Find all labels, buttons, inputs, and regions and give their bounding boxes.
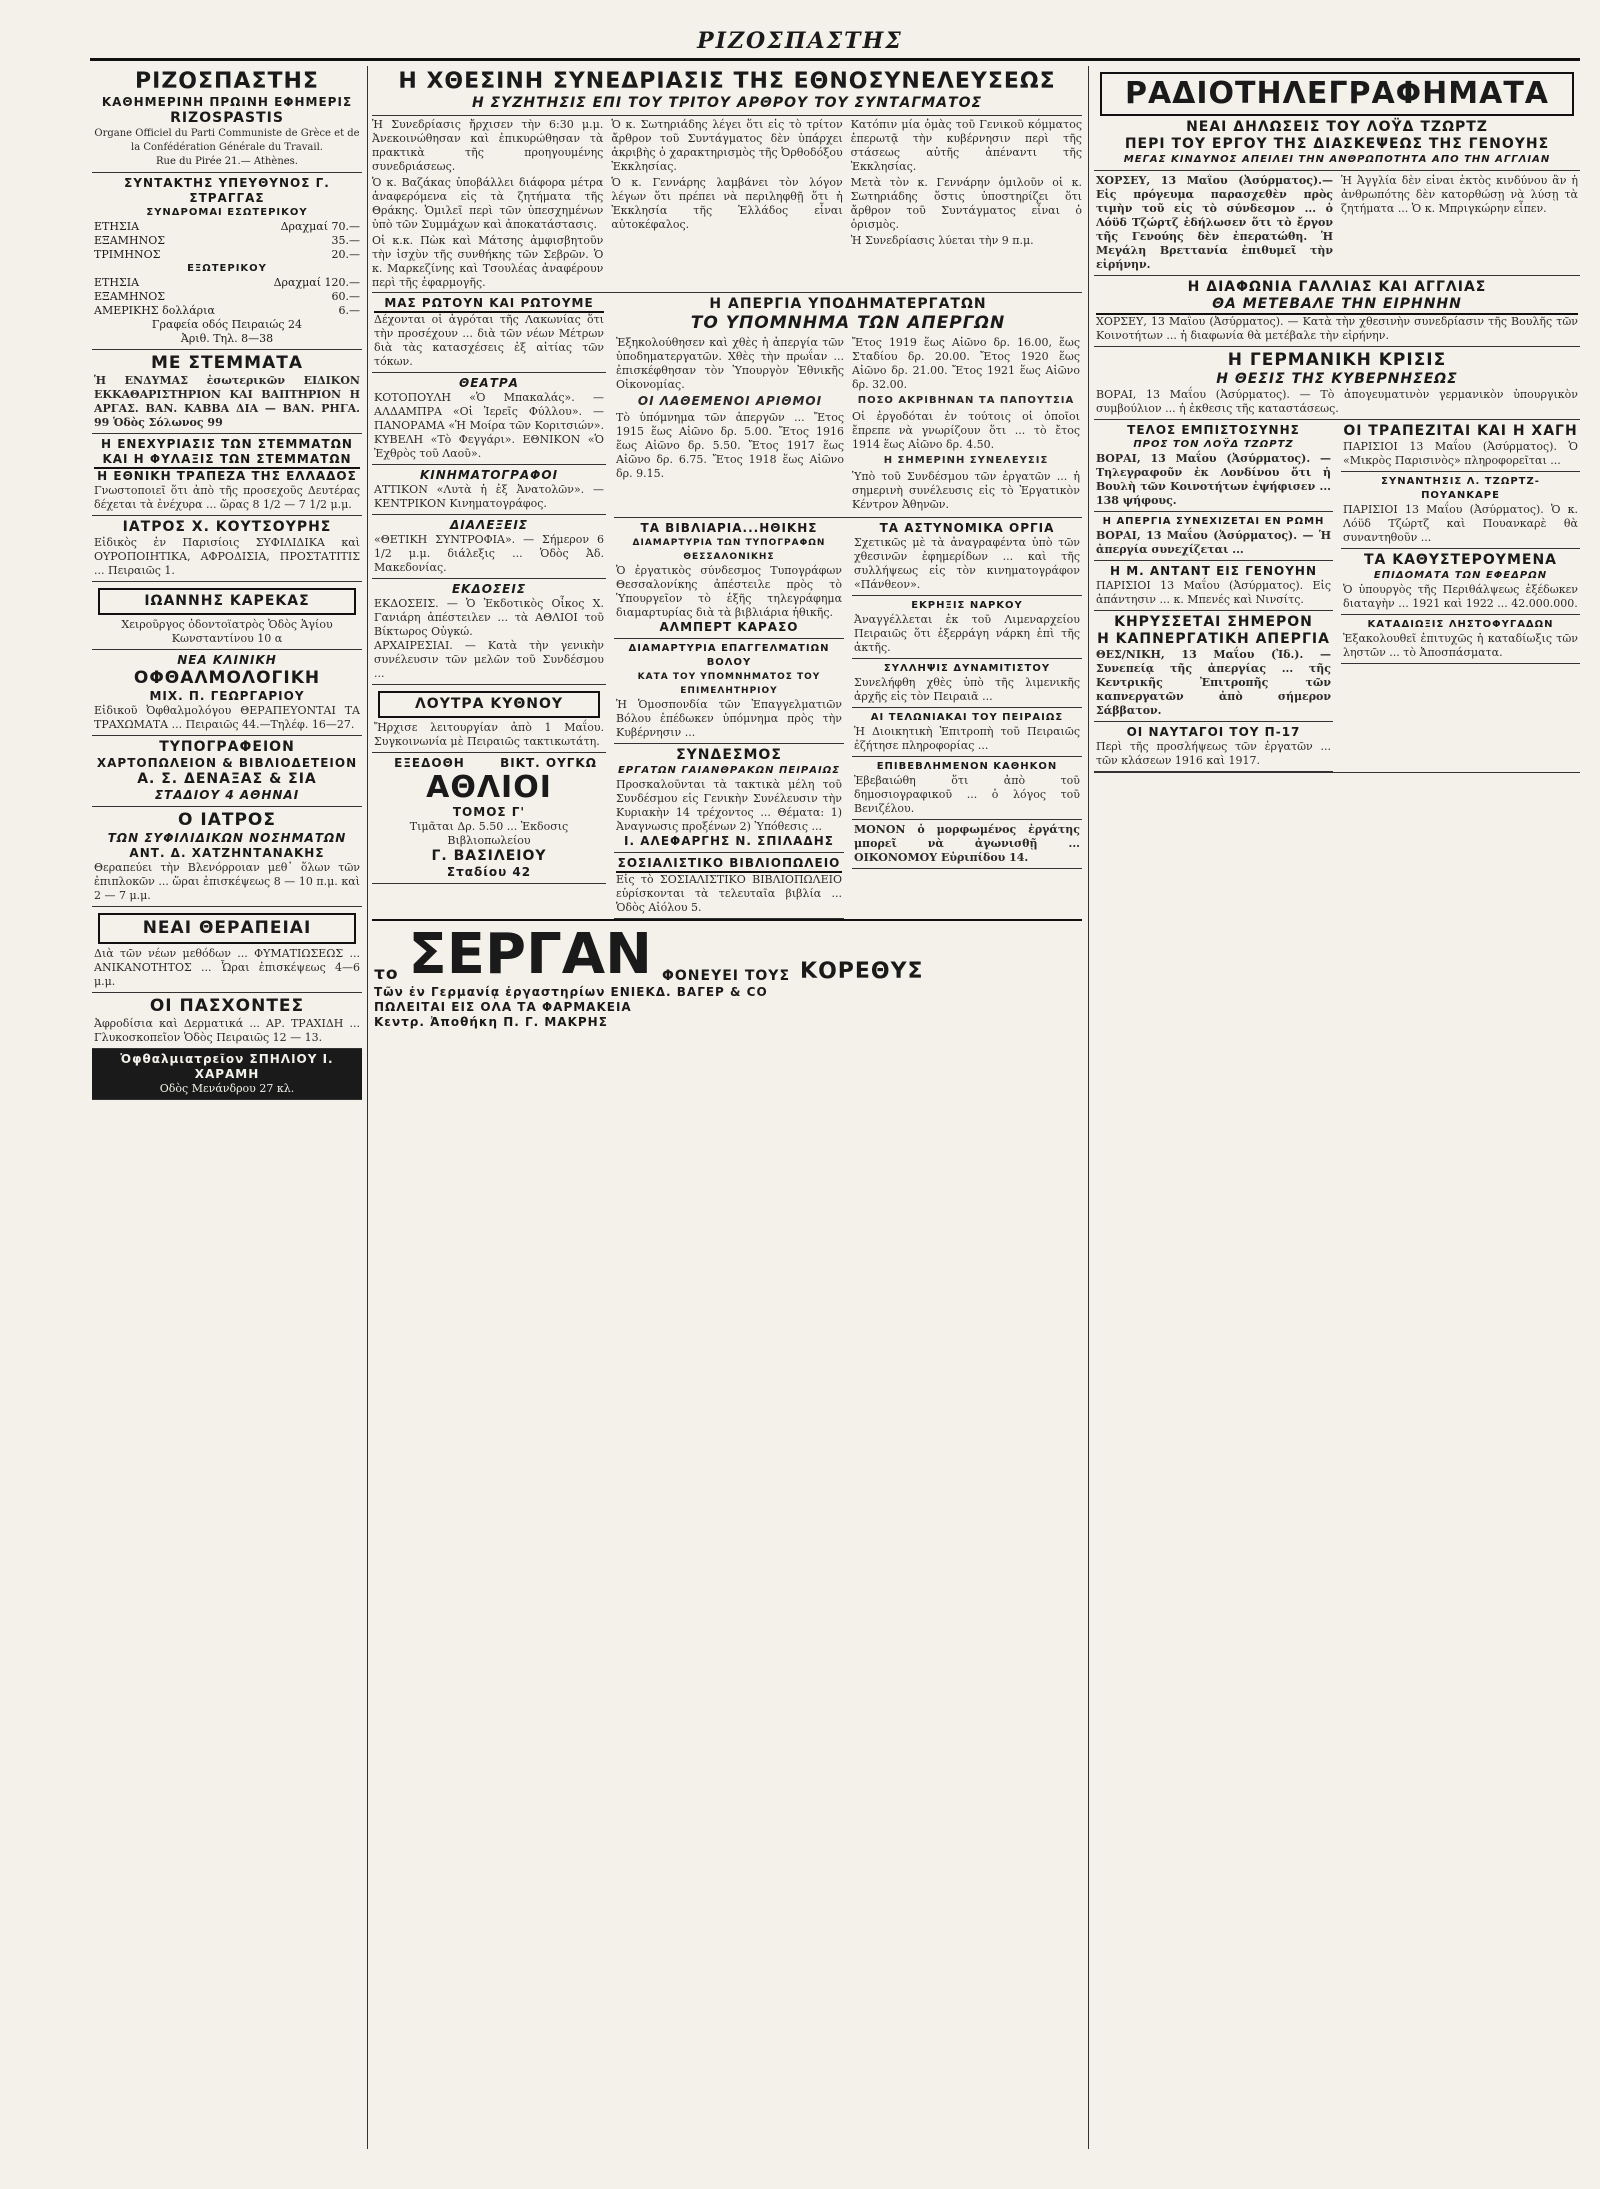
article-headline: ΣΥΝΑΝΤΗΣΙΣ Λ. ΤΖΩΡΤΖ-ΠΟΥΑΝΚΑΡΕ	[1381, 476, 1540, 501]
ad-kythnos-baths	[372, 685, 606, 753]
paragraph: Ὁ κ. Βαζάκας ὑποβάλλει διάφορα μέτρα ἀναφερόμενα εἰς τὰ ζητήματα τῆς Θράκης. Ὁμιλεῖ περὶ τῶν ὑπεσχημένων ὑπὸ τῶν Συμμάχων καὶ ἀποκατάστασις.	[372, 176, 604, 231]
duty-article	[852, 757, 1082, 820]
article-headline: ΟΙ ΤΡΑΠΕΖΙΤΑΙ ΚΑΙ Η ΧΑΓΗ	[1343, 423, 1578, 439]
subscriptions	[92, 173, 362, 350]
ad-address: Σταδίου 42	[446, 865, 532, 879]
notice-title: ΣΥΝΔΕΣΜΟΣ	[676, 747, 782, 763]
paragraph: Ἔτος 1919 ἕως Αἰῶνο δρ. 16.00, ἕως Σταδίου δρ. 20.00. Ἔτος 1920 ἕως Αἰῶνο δρ. 21.00. Ἔτος 1921 ἕως Αἰῶνο δρ. 32.00.	[852, 336, 1080, 391]
article-body: Ἡ Ὁμοσπονδία τῶν Ἐπαγγελματιῶν Βόλου ἐπέδωκεν ὑπόμνημα πρὸς τὴν Κυβέρνησιν ...	[616, 698, 842, 739]
nameplate	[92, 66, 362, 173]
article-headline: ΤΕΛΟΣ ΕΜΠΙΣΤΟΣΥΝΗΣ	[1127, 423, 1300, 437]
german-crisis-article	[1094, 347, 1580, 420]
ad-title: ΣΟΣΙΑΛΙΣΤΙΚΟ ΒΙΒΛΙΟΠΩΛΕΙΟ	[616, 856, 842, 873]
column-rule	[1088, 66, 1089, 2149]
paragraph: Ἡ Συνεδρίασις ἤρχισεν τὴν 6:30 μ.μ. Ἀνεκοινώθησαν καὶ ἐπικυρώθησαν τὰ πρακτικὰ τῆς προηγουμένης συνεδριάσεως.	[372, 118, 604, 173]
section-heading: Η ΣΗΜΕΡΙΝΗ ΣΥΝΕΛΕΥΣΙΣ	[883, 455, 1049, 466]
ad-slogan: ΦΟΝΕΥΕΙ ΤΟΥΣ	[661, 968, 791, 984]
radiotelegrams-header	[1094, 66, 1580, 171]
article-subheadline: ΚΑΤΑ ΤΟΥ ΥΠΟΜΝΗΜΑΤΟΣ ΤΟΥ ΕΠΙΜΕΛΗΤΗΡΙΟΥ	[637, 672, 821, 696]
notice-subtitle: ΕΡΓΑΤΩΝ ΓΑΙΑΝΘΡΑΚΩΝ ΠΕΙΡΑΙΩΣ	[617, 765, 841, 776]
nameplate-latin: RIZOSPASTIS	[170, 110, 284, 126]
article-subheadline: ΜΕΓΑΣ ΚΙΝΔΥΝΟΣ ΑΠΕΙΛΕΙ ΤΗΝ ΑΝΘΡΩΠΟΤΗΤΑ ΑΠΟ ΤΗΝ ΑΓΓΛΙΑΝ	[1123, 154, 1551, 165]
paragraph: Οἱ ἐργοδόται ἐν τούτοις οἱ ὁποῖοι ἔπρεπε νὰ γνωρίζουν ὅτι ... τὸ ἔτος 1914 ἕως Αἰῶνο δρ. 4.50.	[852, 410, 1080, 451]
booklets-article	[614, 518, 844, 639]
article-body: Ὁ ἐργατικὸς σύνδεσμος Τυπογράφων Θεσσαλονίκης ἀπέστειλε πρὸς τὸ Ὑπουργεῖον τὸ ἑξῆς τηλεγράφημα διαμαρτυρίας διὰ τὰ βιβλιάρια ἠθικῆς.	[616, 564, 842, 619]
article-body: ΠΑΡΙΣΙΟΙ 13 Μαΐου (Ἀσύρματος). Ὁ κ. Λόϋδ Τζώρτζ καὶ Πουανκαρὲ θὰ συναντηθοῦν ...	[1343, 503, 1578, 544]
article-headline: Η ΚΑΠΝΕΡΓΑΤΙΚΗ ΑΠΕΡΓΙΑ	[1097, 631, 1330, 647]
ad-title: ΟΦΘΑΛΜΟΛΟΓΙΚΗ	[133, 668, 321, 688]
rate-value: 20.—	[331, 248, 360, 261]
ad-volume: ΤΟΜΟΣ Γ'	[452, 805, 526, 819]
section-heading: ΘΕΑΤΡΑ	[459, 376, 519, 390]
ad-body: Εἰς τὸ ΣΟΣΙΑΛΙΣΤΙΚΟ ΒΙΒΛΙΟΠΩΛΕΙΟ εὑρίσκονται τὰ τελευταῖα βιβλία ... Ὁδὸς Αἰόλου 5.	[616, 873, 842, 914]
section-body: ΑΤΤΙΚΟΝ «Λυτὰ ἡ ἐξ Ἀνατολῶν». — ΚΕΝΤΡΙΚΟΝ Κινηματογράφος.	[374, 483, 604, 510]
article-headline: Η ΓΕΡΜΑΝΙΚΗ ΚΡΙΣΙΣ	[1227, 350, 1447, 370]
paragraph: Τὸ ὑπόμνημα τῶν ἀπεργῶν ... Ἔτος 1915 ἕως Αἰῶνο δρ. 5.00. Ἔτος 1916 ἕως Αἰῶνο δρ. 5.50. Ἔτος 1917 ἕως Αἰῶνο δρ. 6.75. Ἔτος 1918 ἕως Αἰῶνο δρ. 9.15.	[616, 411, 844, 480]
article-headline: Η Μ. ΑΝΤΑΝΤ ΕΙΣ ΓΕΝΟΥΗΝ	[1109, 564, 1317, 578]
ad-title: ΤΥΠΟΓΡΑΦΕΙΟΝ	[159, 739, 295, 755]
ad-title: ΙΩΑΝΝΗΣ ΚΑΡΕΚΑΣ	[98, 588, 356, 615]
overdue-allowances	[1341, 549, 1580, 615]
article-body: Δέχονται οἱ ἀγρόται τῆς Λακωνίας ὅτι τὴν προσέχουν ... διὰ τῶν νέων Μέτρων διὰ τὰς κατασχέσεις ἐξ αἰτίας τῶν τόκων.	[374, 313, 604, 368]
right-column	[1094, 66, 1580, 2149]
rate-label: ΕΤΗΣΙΑ	[94, 220, 140, 233]
notice-signature: Ι. ΑΛΕΦΑΡΓΗΣ Ν. ΣΠΙΛΑΔΗΣ	[624, 834, 834, 848]
ad-stemmata	[92, 350, 362, 434]
ad-title: Ὀφθαλμιατρεῖον ΣΠΗΛΙΟΥ Ι. ΧΑΡΑΜΗ	[120, 1052, 334, 1081]
ad-sergan	[372, 919, 1082, 1034]
ad-body: Διὰ τῶν νέων μεθόδων ... ΦΥΜΑΤΙΩΣΕΩΣ ... ΑΝΙΚΑΝΟΤΗΤΟΣ ... Ὧραι ἐπισκέψεως 4—6 μ.μ.	[94, 947, 360, 988]
lead-article-header	[372, 66, 1082, 116]
theatres	[372, 373, 606, 465]
article-body: Ὁ ὑπουργὸς τῆς Περιθάλψεως ἐξέδωκεν διαταγὴν ... 1921 καὶ 1922 ... 42.000.000.	[1343, 583, 1578, 610]
ad-ophthalmic-clinic	[92, 1049, 362, 1100]
lloyd-george-article	[1094, 171, 1580, 276]
lead-headline: Η ΧΘΕΣΙΝΗ ΣΥΝΕΔΡΙΑΣΙΣ ΤΗΣ ΕΘΝΟΣΥΝΕΛΕΥΣΕΩΣ	[398, 69, 1056, 94]
confidence-vote	[1094, 420, 1333, 512]
section-body: ΕΚΔΟΣΕΙΣ. — Ὁ Ἐκδοτικὸς Οἶκος Χ. Γανιάρη ἀπέστειλεν ... τὰ ΑΘΛΙΟΙ τοῦ Βίκτωρος Οὐγκώ.	[374, 597, 604, 638]
article-body: ΒΟΡΑΙ, 13 Μαΐου (Ἀσύρματος). — Ἡ ἀπεργία συνεχίζεται ...	[1096, 529, 1331, 556]
article-body: Συνελήφθη χθὲς ὑπὸ τῆς λιμενικῆς ἀρχῆς εἰς τὸν Πειραιᾶ ...	[854, 676, 1080, 703]
cinemas	[372, 465, 606, 515]
rate-value: 60.—	[331, 290, 360, 303]
section-body: ΑΡΧΑΙΡΕΣΙΑΙ. — Κατὰ τὴν γενικὴν συνέλευσιν τῶν μελῶν τοῦ Συνδέσμου ...	[374, 639, 604, 680]
ad-title: ΜΕ ΣΤΕΜΜΑΤΑ	[150, 353, 303, 373]
center-subcolumn-left	[372, 293, 606, 919]
meeting-article	[1341, 472, 1580, 549]
rate-value: Δραχμαί 120.—	[273, 276, 360, 289]
union-notice	[614, 744, 844, 853]
article-body: Ἐξακολουθεῖ ἐπιτυχῶς ἡ καταδίωξις τῶν ληστῶν ... τὸ Ἀποσπάσματα.	[1343, 632, 1578, 659]
france-england-article	[1094, 276, 1580, 347]
ad-body: Ἀφροδίσια καὶ Δερματικά ... ΑΡ. ΤΡΑΧΙΔΗ ... Γλυκοσκοπεῖον Ὁδὸς Πειραιῶς 12 — 13.	[94, 1017, 360, 1044]
article-body: Ἡ Διοικητικὴ Ἐπιτροπὴ τοῦ Πειραιῶς ἐζήτησε πληροφορίας ...	[854, 725, 1080, 752]
article-headline: ΤΑ ΒΙΒΛΙΑΡΙΑ...ΗΘΙΚΗΣ	[640, 521, 818, 535]
center-subcolumn-middle	[614, 293, 1082, 919]
ad-body: Εἰδικοῦ Ὀφθαλμολόγου ΘΕΡΑΠΕΥΟΝΤΑΙ ΤΑ ΤΡΑΧΩΜΑΤΑ ... Πειραιῶς 44.—Τηλέφ. 16—27.	[94, 704, 360, 731]
ad-body: Οδὸς Μενάνδρου 27 κλ.	[159, 1082, 295, 1095]
paragraph: Μετὰ τὸν κ. Γεννάρην ὁμιλοῦν οἱ κ. Σωτηριάδης ὅστις ὑποστηρίζει ὅτι ἄρθρον τοῦ Συντάγματος εἶναι ὁ ὁρισμὸς.	[850, 176, 1082, 231]
paragraph: Κατόπιν μία ὀμὰς τοῦ Γενικοῦ κόμματος ἐπερωτᾷ τὴν κυβέρνησιν περὶ τῆς στάσεως αὐτῆς ἀπέναντι τῆς Ἐκκλησίας.	[850, 118, 1082, 173]
ad-publisher: Γ. ΒΑΣΙΛΕΙΟΥ	[431, 848, 547, 864]
ad-title: Η ΕΘΝΙΚΗ ΤΡΑΠΕΖΑ ΤΗΣ ΕΛΛΑΔΟΣ	[97, 469, 357, 483]
article-headline: ΤΑ ΚΑΘΥΣΤΕΡΟΥΜΕΝΑ	[1363, 552, 1557, 568]
section-heading: ΠΟΣΟ ΑΚΡΙΒΗΝΑΝ ΤΑ ΠΑΠΟΥΤΣΙΑ	[857, 395, 1075, 406]
article-body: Σχετικῶς μὲ τὰ ἀναγραφέντα ὑπὸ τῶν χθεσινῶν ἐφημερίδων ... καὶ τῆς συλλήψεως εἰς τὸν κινηματογράφον «Πάνθεον».	[854, 536, 1080, 591]
ad-les-miserables	[372, 753, 606, 884]
lead-subheadline: Η ΣΥΖΗΤΗΣΙΣ ΕΠΙ ΤΟΥ ΤΡΙΤΟΥ ΑΡΘΡΟΥ ΤΟΥ ΣΥΝΤΑΓΜΑΤΟΣ	[471, 95, 983, 111]
ad-title: ΟΙ ΠΑΣΧΟΝΤΕΣ	[149, 996, 305, 1016]
dynamite-arrest	[852, 659, 1082, 708]
article-headline: ΣΥΛΛΗΨΙΣ ΔΥΝΑΜΙΤΙΣΤΟΥ	[883, 663, 1051, 674]
ad-subtitle: ΜΙΧ. Π. ΓΕΩΡΓΑΡΙΟΥ	[149, 689, 305, 703]
ad-body: ΠΩΛΕΙΤΑΙ ΕΙΣ ΟΛΑ ΤΑ ΦΑΡΜΑΚΕΙΑ	[374, 1000, 632, 1014]
socialist-bookstore	[614, 853, 844, 919]
article-subheadline: ΤΟ ΥΠΟΜΝΗΜΑ ΤΩΝ ΑΠΕΡΓΩΝ	[690, 313, 1006, 333]
paragraph: Ὁ κ. Σωτηριάδης λέγει ὅτι εἰς τὸ τρίτον ἄρθρον τοῦ Συντάγματος δὲν ὑπάρχει ἀκριβὴς ὁ χαρακτηρισμὸς τῆς Ὀρθοδόξου Ἐκκλησίας.	[611, 118, 843, 173]
subscriptions-external-heading: ΕΞΩΤΕΡΙΚΟΥ	[187, 263, 267, 274]
rate-value: Δραχμαί 70.—	[280, 220, 360, 233]
article-headline: ΠΕΡΙ ΤΟΥ ΕΡΓΟΥ ΤΗΣ ΔΙΑΣΚΕΨΕΩΣ ΤΗΣ ΓΕΝΟΥΗΣ	[1124, 136, 1550, 152]
ad-brand: ΣΕΡΓΑΝ	[408, 922, 652, 987]
article-body: Ἡ Ἀγγλία δὲν εἶναι ἐκτὸς κινδύνου ἂν ἡ ἀνθρωπότης δὲν κατορθώσῃ νὰ λύσῃ τὰ ζητήματα ... Ὁ κ. Μπριγκώρην εἶπεν.	[1341, 174, 1578, 215]
volos-protest	[614, 639, 844, 744]
article-headline: ΕΚΡΗΞΙΣ ΝΑΡΚΟΥ	[911, 600, 1023, 611]
article-headline: ΟΙ ΝΑΥΤΑΓΟΙ ΤΟΥ Π-17	[1126, 725, 1301, 739]
ad-body: Εἰδικὸς ἐν Παρισίοις ΣΥΦΙΛΙΔΙΚΑ καὶ ΟΥΡΟΠΟΙΗΤΙΚΑ, ΑΦΡΟΔΙΣΙΑ, ΠΡΟΣΤΑΤΙΤΙΣ ... Πειραιῶς 1.	[94, 536, 360, 577]
ad-body: Τιμᾶται Δρ. 5.50 ... Ἐκδοσις Βιβλιοπωλείου	[409, 820, 569, 847]
ad-title: Η ΕΝΕΧΥΡΙΑΣΙΣ ΤΩΝ ΣΤΕΜΜΑΤΩΝ ΚΑΙ Η ΦΥΛΑΞΙΣ ΤΩΝ ΣΤΕΜΜΑΤΩΝ	[94, 437, 360, 469]
article-headline: ΚΑΤΑΔΙΩΞΙΣ ΛΗΣΤΟΦΥΓΑΔΩΝ	[1367, 619, 1554, 630]
section-heading: ΚΙΝΗΜΑΤΟΓΡΑΦΟΙ	[419, 468, 559, 482]
ad-karekas	[92, 582, 362, 650]
article-headline: Η ΑΠΕΡΓΙΑ ΥΠΟΔΗΜΑΤΕΡΓΑΤΩΝ	[709, 296, 987, 312]
publications	[372, 579, 606, 685]
section-body: «ΘΕΤΙΚΗ ΣΥΝΤΡΟΦΙΑ». — Σήμερον 6 1/2 μ.μ. διάλεξις ... Ὁδὸς Ἀδ. Μακεδονίας.	[374, 533, 604, 574]
ad-body: Θεραπεύει τὴν Βλενόρροιαν μεθ᾽ ὅλων τῶν ἐπιπλοκῶν ... ὥραι ἐπισκέψεως 8 — 10 π.μ. καὶ 2 — 7 μ.μ.	[94, 861, 360, 902]
ad-educated-worker	[852, 820, 1082, 869]
ad-ophthalmology	[92, 650, 362, 736]
entente-genoa	[1094, 561, 1333, 611]
section-heading: ΟΙ ΛΑΘΕΜΕΝΟΙ ΑΡΙΘΜΟΙ	[637, 394, 823, 408]
right-subcolumn-right	[1341, 420, 1580, 772]
article-headline: ΝΕΑΙ ΔΗΛΩΣΕΙΣ ΤΟΥ ΛΟΫΔ ΤΖΩΡΤΖ	[1186, 119, 1488, 135]
rome-strike	[1094, 512, 1333, 561]
paragraph: Ἡ Συνεδρίασις λύεται τὴν 9 π.μ.	[850, 234, 1034, 247]
column-rule	[367, 66, 368, 2149]
ad-target: ΚΟΡΕΘΥΣ	[800, 959, 924, 984]
article-body: ΘΕΣ/ΝΙΚΗ, 13 Μαΐου (Ἰδ.). — Συνεπείᾳ τῆς ἀπεργίας ... τῆς Κεντρικῆς Ἐπιτροπῆς τῶν καπνεργατῶν ἀπὸ σήμερον Σάββατον.	[1096, 648, 1331, 717]
telephone: Ἀριθ. Τηλ. 8—38	[180, 332, 274, 345]
section-body: ΚΟΤΟΠΟΥΛΗ «Ὁ Μπακαλάς». — ΑΛΔΑΜΠΡΑ «Οἱ Ἱερεῖς Φύλλου». — ΠΑΝΟΡΑΜΑ «Ἡ Μοίρα τῶν Κοριτσιών». ΚΥΒΕΛΗ «Τὸ Φεγγάρι». ΕΘΝΙΚΟΝ «Ὁ Ἐχθρὸς τοῦ Λαοῦ».	[374, 391, 604, 460]
organ-line: Organe Officiel du Parti Communiste de Grèce et de la Confédération Générale du Travail.	[94, 128, 360, 153]
article-headline: ΑΙ ΤΕΛΩΝΙΑΚΑΙ ΤΟΥ ΠΕΙΡΑΙΩΣ	[870, 712, 1064, 723]
rate-label: ΕΤΗΣΙΑ	[94, 276, 140, 289]
lead-article-body	[372, 116, 1082, 293]
ad-title: Α. Σ. ΔΕΝΑΞΑΣ & ΣΙΑ	[137, 771, 317, 787]
article-headline: ΜΑΣ ΡΩΤΟΥΝ ΚΑΙ ΡΩΤΟΥΜΕ	[374, 296, 604, 313]
article-body: ΒΟΡΑΙ, 13 Μαΐου (Ἀσύρματος). — Τηλεγραφοῦν ἐκ Λονδίνου ὅτι ἡ Βουλὴ τῶν Κοινοτήτων ἐψήφισεν ... 138 ψήφους.	[1096, 452, 1331, 507]
police-orgies	[852, 518, 1082, 596]
section-title: ΡΑΔΙΟΤΗΛΕΓΡΑΦΗΜΑΤΑ	[1100, 72, 1574, 116]
rate-label: ΕΞΑΜΗΝΟΣ	[94, 234, 165, 247]
paragraph: Ὑπὸ τοῦ Συνδέσμου τῶν ἐργατῶν ... ἡ σημερινὴ συνέλευσις εἰς τὸ Ἐργατικὸν Κέντρον Ἀθηνῶν.	[852, 470, 1080, 511]
ad-title: ΑΝΤ. Δ. ΧΑΤΖΗΝΤΑΝΑΚΗΣ	[129, 846, 325, 860]
section-heading: ΕΚΔΟΣΕΙΣ	[451, 582, 527, 596]
article-body: Ἀναγγέλλεται ἐκ τοῦ Λιμεναρχείου Πειραιῶς ὅτι ἐξερράγη νάρκη ἐπὶ τῆς ἀκτῆς.	[854, 613, 1080, 654]
ad-body: Κεντρ. Ἀποθήκη Π. Γ. ΜΑΚΡΗΣ	[374, 1015, 608, 1029]
article-subheadline: ΠΡΟΣ ΤΟΝ ΛΟΫΔ ΤΖΩΡΤΖ	[1133, 439, 1294, 450]
subscriptions-internal-heading: ΣΥΝΔΡΟΜΑΙ ΕΣΩΤΕΡΙΚΟΥ	[146, 207, 308, 218]
rate-value: 35.—	[331, 234, 360, 247]
article-headline: Η ΔΙΑΦΩΝΙΑ ΓΑΛΛΙΑΣ ΚΑΙ ΑΓΓΛΙΑΣ	[1187, 279, 1487, 295]
shoemakers-strike	[614, 293, 1082, 518]
ad-body: Τῶν ἐν Γερμανίᾳ ἐργαστηρίων ΕΝΙΕΚΔ. ΒΑΓΕΡ & CO	[374, 985, 768, 999]
paragraph: Ἐξηκολούθησεν καὶ χθὲς ἡ ἀπεργία τῶν ὑποδηματεργατῶν. Χθὲς τὴν πρωΐαν ... ἐπισκέφθησαν τὸν Ὑπουργὸν Ἐθνικῆς Οἰκονομίας.	[616, 336, 844, 391]
right-subcolumn-left	[1094, 420, 1333, 772]
ad-title: Ο ΙΑΤΡΟΣ	[178, 810, 276, 830]
mine-explosion	[852, 596, 1082, 659]
bankers-hague	[1341, 420, 1580, 472]
address: Rue du Pirée 21.— Athènes.	[156, 156, 298, 167]
article-headline: ΚΗΡΥΣΣΕΤΑΙ ΣΗΜΕΡΟΝ	[1114, 614, 1313, 630]
top-rule	[90, 58, 1580, 61]
ad-title: ΝΕΑ ΚΛΙΝΙΚΗ	[177, 653, 277, 667]
ad-author: ΒΙΚΤ. ΟΥΓΚΩ	[500, 756, 597, 770]
paragraph: Ὁ κ. Γεννάρης λαμβάνει τὸν λόγον λέγων ὅτι πρέπει νὰ περιληφθῇ ὅτι ἡ Ἐκκλησία τῆς Ἑλλάδος εἶναι αὐτοκέφαλος.	[611, 176, 843, 231]
ad-subtitle: ΣΤΑΔΙΟΥ 4 ΑΘΗΝΑΙ	[154, 788, 300, 802]
paragraph: Οἱ κ.κ. Πὼκ καὶ Μάτσης ἀμφισβητοῦν τὴν ἰσχὺν τῆς συνθήκης τῶν Σεβρῶν. Ὁ κ. Μαρκεζίνης καὶ Τσουλέας ἀναφέρουν περὶ τῆς ἐφαρμογῆς.	[372, 234, 604, 289]
article-body: ΧΟΡΣΕΥ, 13 Μαΐου (Ἀσύρματος).— Εἰς πρόγευμα παρασχεθὲν πρὸς τιμὴν τοῦ εἰς τὸ σύνδεσμον ... ὁ Λόϋδ Τζώρτζ ἐδήλωσεν ὅτι τὸ ἔργον τῆς Γενούης δὲν ἐπερατώθη. Ἡ Μεγάλη Βρεττανία ἐπιθυμεῖ τὴν εἰρήνην.	[1096, 174, 1333, 271]
article-subheadline: ΔΙΑΜΑΡΤΥΡΙΑ ΤΩΝ ΤΥΠΟΓΡΑΦΩΝ ΘΕΣΣΑΛΟΝΙΚΗΣ	[632, 538, 826, 562]
article-headline: ΔΙΑΜΑΡΤΥΡΙΑ ΕΠΑΓΓΕΛΜΑΤΙΩΝ ΒΟΛΟΥ	[628, 643, 830, 668]
section-heading: ΔΙΑΛΕΞΕΙΣ	[450, 518, 528, 532]
ad-title: ΤΩΝ ΣΥΦΙΛΙΔΙΚΩΝ ΝΟΣΗΜΑΤΩΝ	[107, 831, 347, 845]
ad-body: Ἤρχισε λειτουργίαν ἀπὸ 1 Μαΐου. Συγκοινωνία μὲ Πειραιῶς τακτικωτάτη.	[374, 721, 604, 748]
ad-title: ΝΕΑΙ ΘΕΡΑΠΕΙΑΙ	[98, 913, 356, 944]
rate-label: ΤΡΙΜΗΝΟΣ	[94, 248, 161, 261]
ad-patients	[92, 993, 362, 1049]
ad-title: ΙΑΤΡΟΣ Χ. ΚΟΥΤΣΟΥΡΗΣ	[122, 519, 332, 535]
article-headline: Η ΑΠΕΡΓΙΑ ΣΥΝΕΧΙΖΕΤΑΙ ΕΝ ΡΩΜΗ	[1102, 516, 1325, 527]
article-body: ΠΑΡΙΣΙΟΙ 13 Μαΐου (Ἀσύρματος). Εἰς ἀπάντησιν ... κ. Μπενές καὶ Νινσίτς.	[1096, 579, 1331, 606]
office-address: Γραφεία οδός Πειραιώς 24	[151, 318, 303, 331]
article-headline: ΕΠΙΒΕΒΛΗΜΕΝΟΝ ΚΑΘΗΚΟΝ	[876, 761, 1058, 772]
rate-label: ΑΜΕΡΙΚΗΣ δολλάρια	[94, 304, 215, 317]
ad-title: ΛΟΥΤΡΑ ΚΥΘΝΟΥ	[378, 691, 600, 718]
left-column	[92, 66, 362, 2149]
ad-printing	[92, 736, 362, 807]
center-columns	[372, 66, 1082, 2149]
bandit-pursuit	[1341, 615, 1580, 664]
article-headline: ΤΑ ΑΣΤΥΝΟΜΙΚΑ ΟΡΓΙΑ	[879, 521, 1055, 535]
article-subheadline: ΕΠΙΔΟΜΑΤΑ ΤΩΝ ΕΦΕΔΡΩΝ	[1373, 570, 1548, 581]
ad-new-therapies	[92, 907, 362, 993]
ad-title: ΧΑΡΤΟΠΩΛΕΙΟΝ & ΒΙΒΛΙΟΔΕΤΕΙΟΝ	[96, 756, 358, 770]
article-body: ΒΟΡΑΙ, 13 Μαΐου (Ἀσύρματος). — Τὸ ἀπογευματινὸν γερμανικὸν ὑπουργικὸν συμβούλιον ... ἡ ἐκθεσις τῆς καταστάσεως.	[1096, 388, 1578, 415]
lectures	[372, 515, 606, 579]
ad-body: Ἡ ΕΝΔΥΜΑΣ ἐσωτερικῶν ΕΙΔΙΚΟΝ ΕΚΚΑΘΑΡΙΣΤΗΡΙΟΝ ΚΑΙ ΒΑΠΤΗΡΙΟΝ Η ΑΡΓΑΣ. ΒΑΝ. ΚΑΒΒΑ ΔΙΑ — ΒΑΝ. ΡΗΓΑ. 99 Ὁδὸς Σόλωνος 99	[94, 374, 360, 429]
ad-title: ΑΘΛΙΟΙ	[426, 770, 552, 805]
article-subheadline: Η ΘΕΣΙΣ ΤΗΣ ΚΥΒΕΡΝΗΣΕΩΣ	[1216, 371, 1458, 387]
ad-body: Χειροῦργος ὀδοντοϊατρὸς Ὁδὸς Ἁγίου Κωνσταντίνου 10 α	[121, 618, 333, 645]
shipwrecked-article	[1094, 722, 1333, 772]
article-signature: ΑΛΜΠΕΡΤ ΚΑΡΑΣΟ	[659, 620, 799, 634]
ad-prefix: το	[374, 964, 399, 984]
article-body: ΧΟΡΣΕΥ, 13 Μαΐου (Ἀσύρματος). — Κατὰ τὴν χθεσινὴν συνεδρίασιν τῆς Βουλῆς τῶν Κοινοτήτων ... ἡ διαφωνία θὰ μετέβαλε τὴν εἰρήνην.	[1096, 315, 1578, 342]
ad-label: ΕΞΕΔΟΘΗ	[394, 756, 465, 770]
tobacco-strike	[1094, 611, 1333, 722]
rate-label: ΕΞΑΜΗΝΟΣ	[94, 290, 165, 303]
ad-bank	[92, 434, 362, 516]
nameplate-title: ΡΙΖΟΣΠΑΣΤΗΣ	[135, 69, 319, 94]
ad-body: ΜΟΝΟΝ ὁ μορφωμένος ἐργάτης μπορεῖ νὰ ἀγωνισθῇ ... ΟΙΚΟΝΟΜΟΥ Εὐριπίδου 14.	[854, 823, 1080, 864]
ad-koutsouris	[92, 516, 362, 582]
article-body: Περὶ τῆς προσλήψεως τῶν ἐργατῶν ... τῶν κλάσεων 1916 καὶ 1917.	[1096, 740, 1331, 767]
article-questions	[372, 293, 606, 373]
notice-body: Προσκαλοῦνται τὰ τακτικὰ μέλη τοῦ Συνδέσμου εἰς Γενικὴν Συνέλευσιν τὴν Κυριακὴν 14 τρέχοντος ... Θέματα: 1) Ἀναγνωσις προξένων 2) Ὑπόθεσις ...	[616, 778, 842, 833]
ad-doctor	[92, 807, 362, 907]
editor-line: ΣΥΝΤΑΚΤΗΣ ΥΠΕΥΘΥΝΟΣ Γ. ΣΤΡΑΓΓΑΣ	[124, 176, 330, 205]
customs-article	[852, 708, 1082, 757]
article-subheadline: ΘΑ ΜΕΤΕΒΑΛΕ ΤΗΝ ΕΙΡΗΝΗΝ	[1096, 296, 1578, 315]
nameplate-subtitle: ΚΑΘΗΜΕΡΙΝΗ ΠΡΩΙΝΗ ΕΦΗΜΕΡΙΣ	[101, 95, 353, 109]
masthead: ΡΙΖΟΣΠΑΣΤΗΣ	[697, 28, 903, 54]
article-body: ΠΑΡΙΣΙΟΙ 13 Μαΐου (Ἀσύρματος). Ὁ «Μικρὸς Παρισινὸς» πληροφορεῖται ...	[1343, 440, 1578, 467]
rate-value: 6.—	[338, 304, 360, 317]
article-body: Ἐβεβαιώθη ὅτι ἀπὸ τοῦ δημοσιογραφικοῦ ... ὁ λόγος τοῦ Βενιζέλου.	[854, 774, 1080, 815]
ad-body: Γνωστοποιεῖ ὅτι ἀπὸ τῆς προσεχοῦς Δευτέρας δέχεται τὰ ἐνέχυρα ... ὥρας 8 1/2 — 7 1/2 μ.μ.	[94, 484, 360, 511]
